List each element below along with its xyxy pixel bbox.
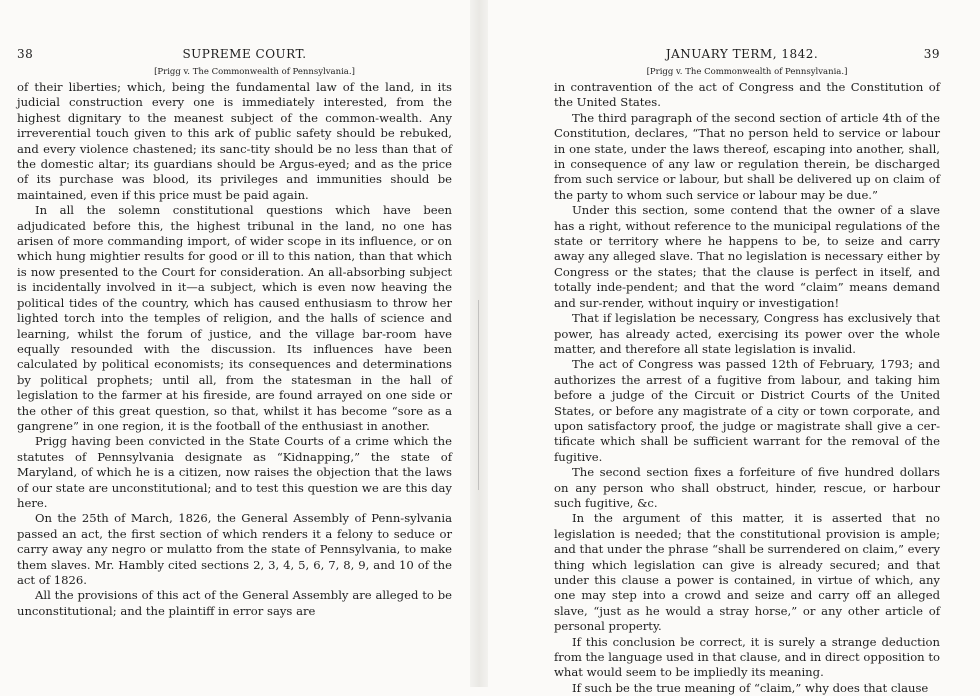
right-paragraph: The third paragraph of the second section of article 4th of the Constitution, declares, “That no person held to service or labour in one state, under the laws thereof, escaping into another, shall, in consequence of any law or regulation therein, be discharged from such service or labour, but shall be delivered up on claim of the party to whom such service or labour may be due.”	[554, 110, 940, 202]
left-page-header	[17, 47, 452, 65]
left-page	[0, 0, 470, 687]
right-page-header	[554, 47, 940, 65]
right-running-title: JANUARY TERM, 1842.	[665, 47, 819, 61]
right-paragraph: That if legislation be necessary, Congress has exclusively that power, has already acted, exercising its power over the whole matter, and therefore all state legislation is invalid.	[554, 311, 940, 356]
gutter-shadow	[478, 300, 479, 490]
left-page-number: 38	[17, 47, 34, 61]
left-case-caption: [Prigg v. The Commonwealth of Pennsylvania.]	[154, 67, 355, 77]
left-running-title: SUPREME COURT.	[182, 47, 307, 61]
right-paragraph: Under this section, some contend that the owner of a slave has a right, without reference to the municipal regulations of the state or territory where he happens to be, to seize and carry away any alleged slave. That no legislation is necessary either by Congress or the states; that the clause is perfect in itself, and totally inde-pendent; and that the word “claim” means demand and sur-render, without inquiry or investigation!	[554, 203, 940, 310]
left-paragraph: On the 25th of March, 1826, the General Assembly of Penn-sylvania passed an act, the first section of which renders it a felony to seduce or carry away any negro or mulatto from the state of Pennsylvania, to make them slaves. Mr. Hambly cited sections 2, 3, 4, 5, 6, 7, 8, 9, and 10 of the act of 1826.	[17, 511, 452, 587]
right-case-caption: [Prigg v. The Commonwealth of Pennsylvania.]	[646, 67, 848, 77]
right-page-body	[554, 80, 940, 696]
right-page	[488, 0, 980, 695]
right-paragraph: If this conclusion be correct, it is surely a strange deduction from the language used in that clause, and in direct opposition to what would seem to be impliedly its meaning.	[554, 634, 940, 680]
left-page-body	[17, 80, 452, 619]
right-paragraph: In the argument of this matter, it is asserted that no legislation is needed; that the constitutional provision is ample; and that under the phrase “shall be surrendered on claim,” every thing which legislation can give is already secured; and that under this clause a power is contained, in virtue of which, any one may step into a crowd and seize and carry off an alleged slave, “just as he would a stray horse,” or any other article of personal property.	[554, 511, 940, 634]
right-paragraph: The second section fixes a forfeiture of five hundred dollars on any person who shall obstruct, hinder, rescue, or harbour such fugitive, &c.	[554, 465, 940, 510]
left-paragraph: In all the solemn constitutional questions which have been adjudicated before this, the highest tribunal in the land, no one has arisen of more commanding import, of wider scope in its influence, or on which hung mightier results for good or ill to this nation, than that which is now presented to the Court for consideration. An all-absorbing subject is incidentally involved in it—a subject, which is even now heaving the political tides of the country, which has caused enthusiasm to throw her lighted torch into the temples of religion, and the halls of science and learning, whilst the forum of justice, and the village bar-room have equally resounded with the discussion. Its influences have been calculated by political economists; its consequences and determinations by political prophets; until all, from the statesman in the hall of legislation to the farmer at his fireside, are found arrayed on one side or the other of this great question, so that, whilst it has become “sore as a gangrene” in one region, it is the football of the enthusiast in another.	[17, 203, 452, 433]
left-paragraph: of their liberties; which, being the fundamental law of the land, in its judicial construction every one is immediately interested, from the highest dignitary to the meanest subject of the common-wealth. Any irreverential touch given to this ark of public safety should be rebuked, and every violence chastened; its sanc-tity should be no less than that of the domestic altar; its guardians should be Argus-eyed; and as the price of its purchase was blood, its privileges and immunities should be maintained, even if this price must be paid again.	[17, 80, 452, 202]
right-paragraph: The act of Congress was passed 12th of February, 1793; and authorizes the arrest of a fugitive from labour, and taking him before a judge of the Circuit or District Courts of the United States, or before any magistrate of a city or town corporate, and upon satisfactory proof, the judge or magistrate shall give a cer-tificate which shall be sufficient warrant for the removal of the fugitive.	[554, 357, 940, 464]
book-gutter	[470, 0, 488, 687]
right-paragraph: in contravention of the act of Congress and the Constitution of the United States.	[554, 80, 940, 110]
right-paragraph: If such be the true meaning of “claim,” why does that clause	[572, 680, 929, 695]
right-page-number: 39	[923, 47, 940, 61]
left-paragraph: Prigg having been convicted in the State Courts of a crime which the statutes of Pennsylvania designate as “Kidnapping,” the state of Maryland, of which he is a citizen, now raises the objection that the laws of our state are unconstitutional; and to test this question we are this day here.	[17, 434, 452, 510]
left-paragraph: All the provisions of this act of the General Assembly are alleged to be unconstitutional; and the plaintiff in error says are	[17, 588, 452, 618]
